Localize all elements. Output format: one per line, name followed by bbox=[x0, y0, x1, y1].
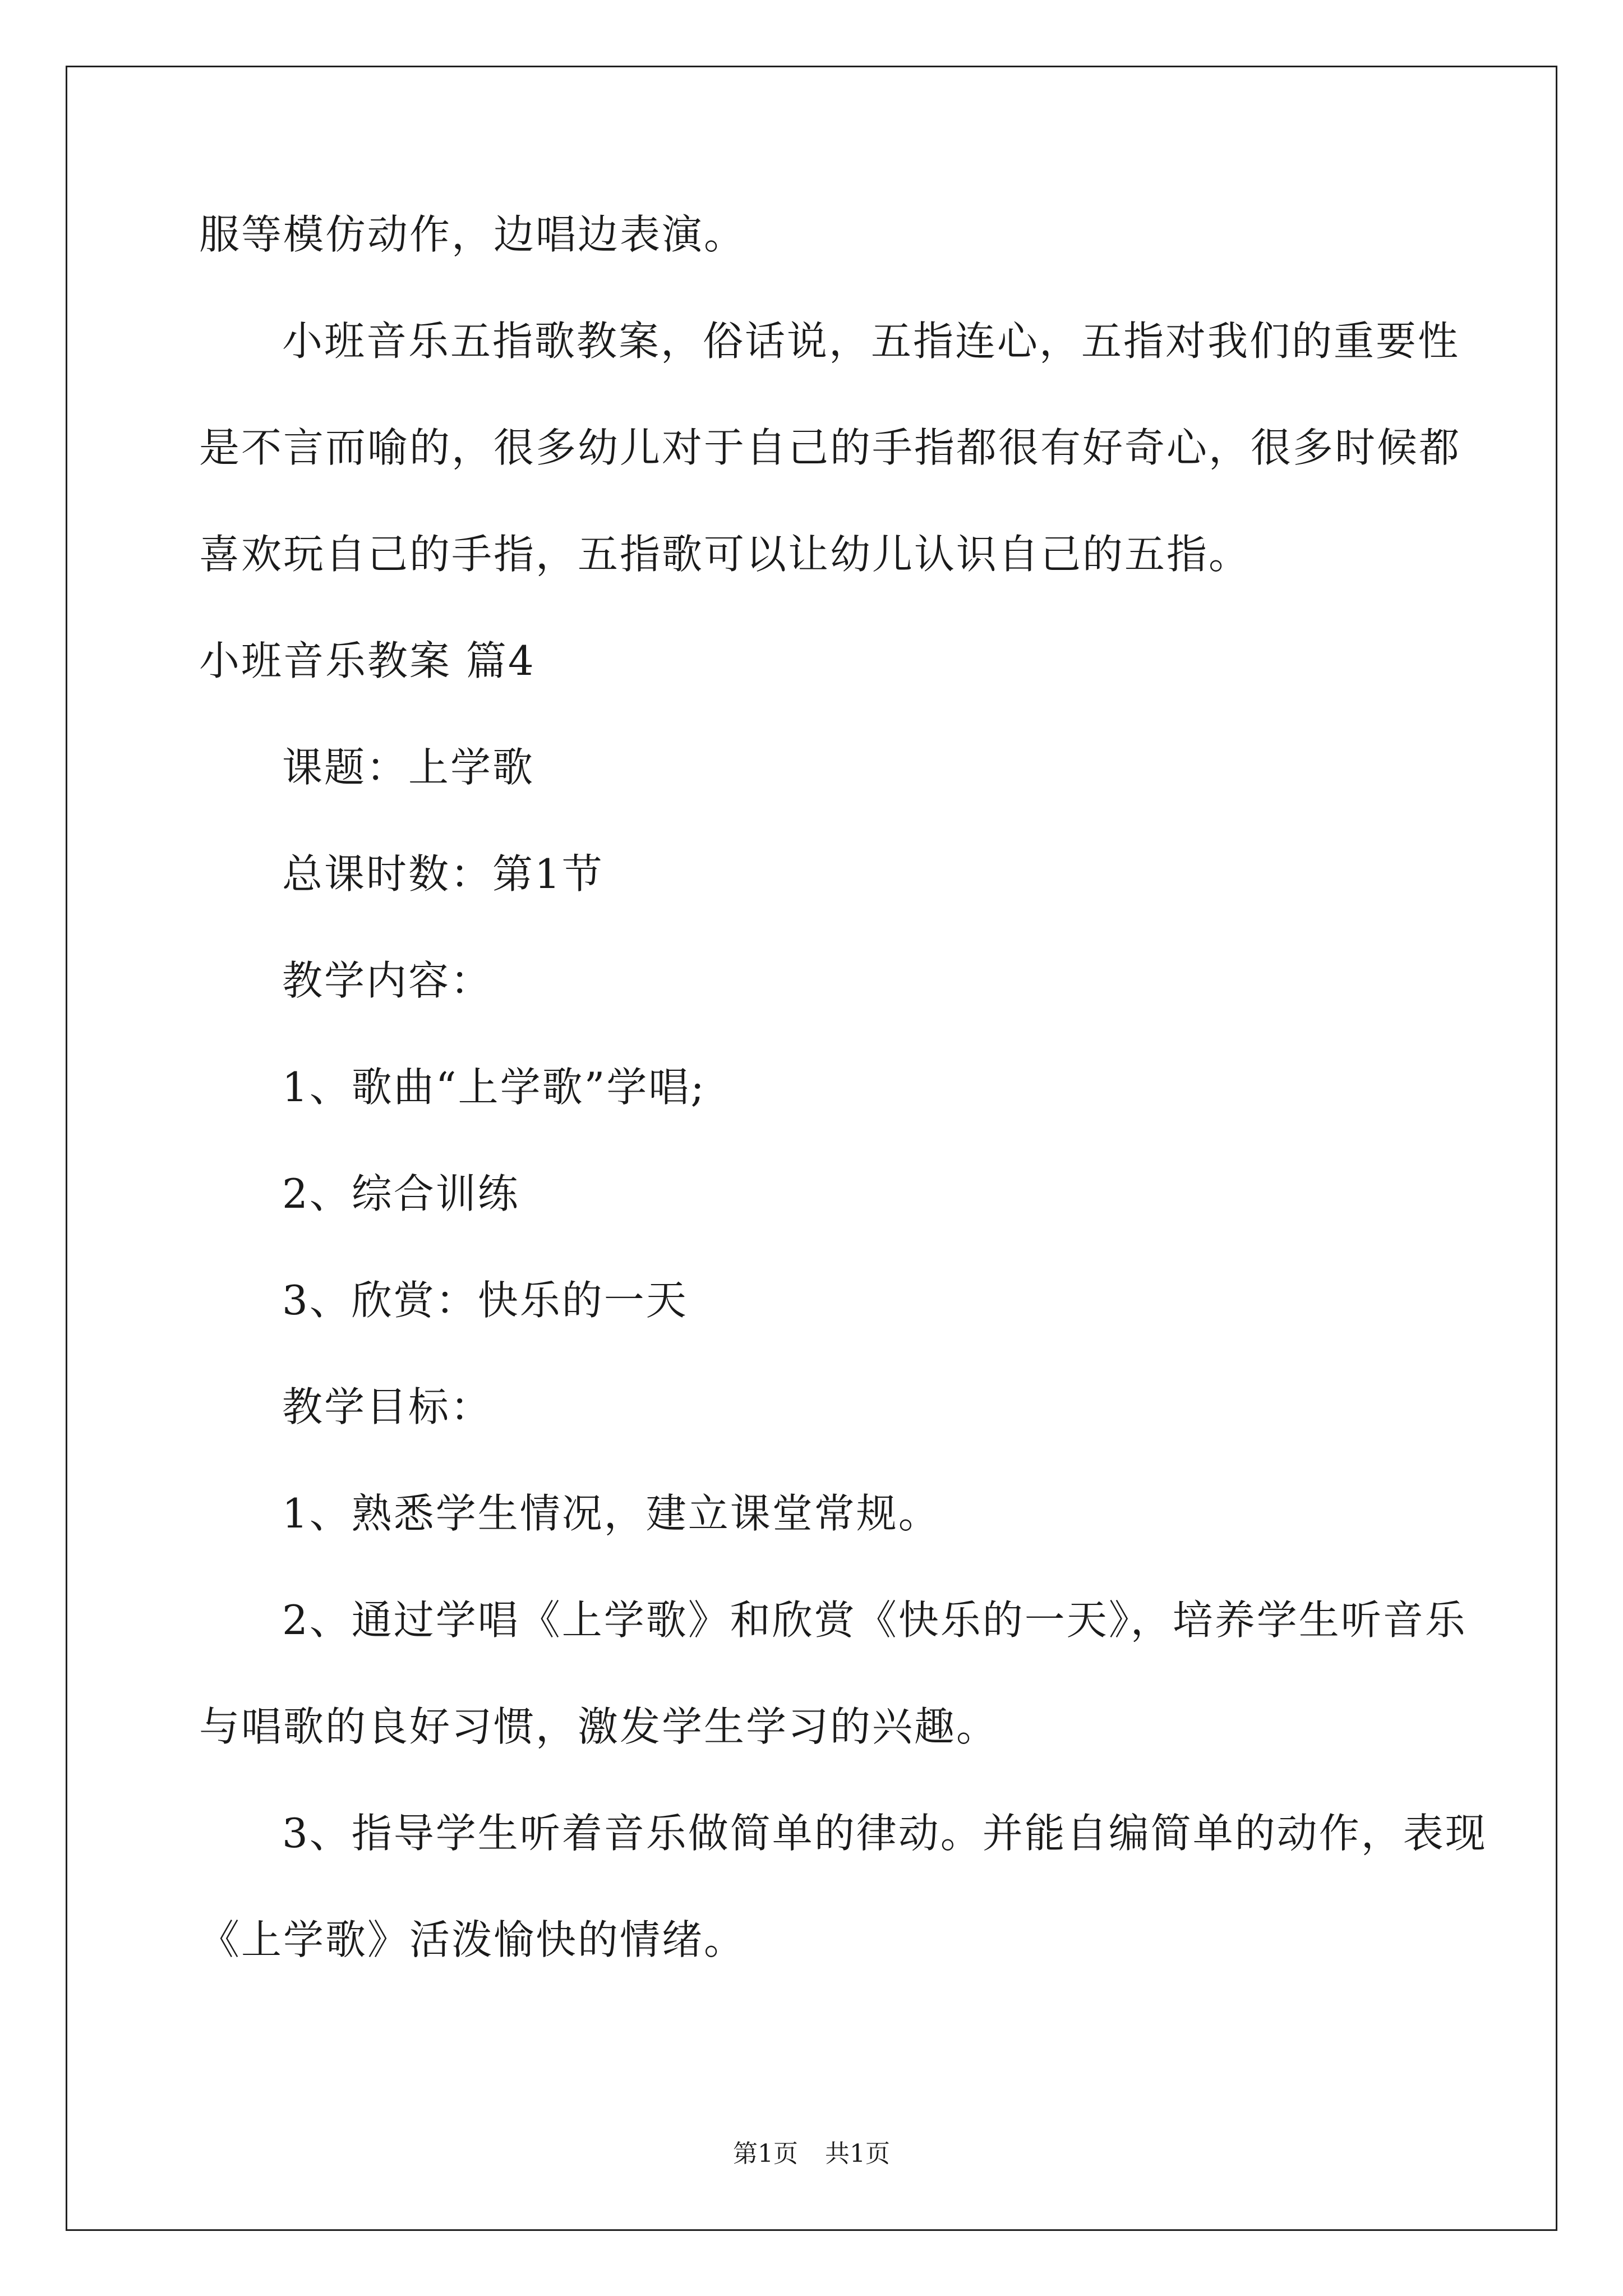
paragraph-line: 课题：上学歌 bbox=[282, 744, 535, 791]
paragraph-line: 服等模仿动作，边唱边表演。 bbox=[199, 211, 746, 258]
paragraph-line: 3、欣赏：快乐的一天 bbox=[282, 1277, 688, 1324]
document-body bbox=[199, 208, 1487, 1967]
paragraph-line: 教学目标： bbox=[282, 1383, 493, 1430]
paragraph-line: 2、综合训练 bbox=[282, 1170, 520, 1217]
page-number: 第1页 bbox=[733, 2139, 798, 2168]
page-total: 共1页 bbox=[825, 2139, 890, 2168]
paragraph-line: 2、通过学唱《上学歌》和欣赏《快乐的一天》，培养学生听音乐 bbox=[282, 1596, 1467, 1644]
paragraph-line: 1、熟悉学生情况，建立课堂常规。 bbox=[282, 1490, 940, 1537]
paragraph-line: 小班音乐五指歌教案，俗话说，五指连心，五指对我们的重要性 bbox=[282, 318, 1460, 365]
section-heading: 小班音乐教案 篇4 bbox=[199, 637, 536, 684]
paragraph-line: 总课时数：第1节 bbox=[282, 850, 604, 898]
paragraph-line: 《上学歌》活泼愉快的情绪。 bbox=[199, 1916, 746, 1963]
paragraph-line: 教学内容： bbox=[282, 957, 493, 1004]
paragraph-line: 与唱歌的良好习惯，激发学生学习的兴趣。 bbox=[199, 1703, 999, 1750]
page-footer bbox=[0, 2138, 1623, 2170]
paragraph-line: 喜欢玩自己的手指，五指歌可以让幼儿认识自己的五指。 bbox=[199, 531, 1251, 578]
paragraph-line: 3、指导学生听着音乐做简单的律动。并能自编简单的动作，表现 bbox=[282, 1810, 1487, 1857]
paragraph-line: 1、歌曲“上学歌”学唱; bbox=[282, 1064, 706, 1111]
paragraph-line: 是不言而喻的，很多幼儿对于自己的手指都很有好奇心，很多时候都 bbox=[199, 424, 1461, 471]
